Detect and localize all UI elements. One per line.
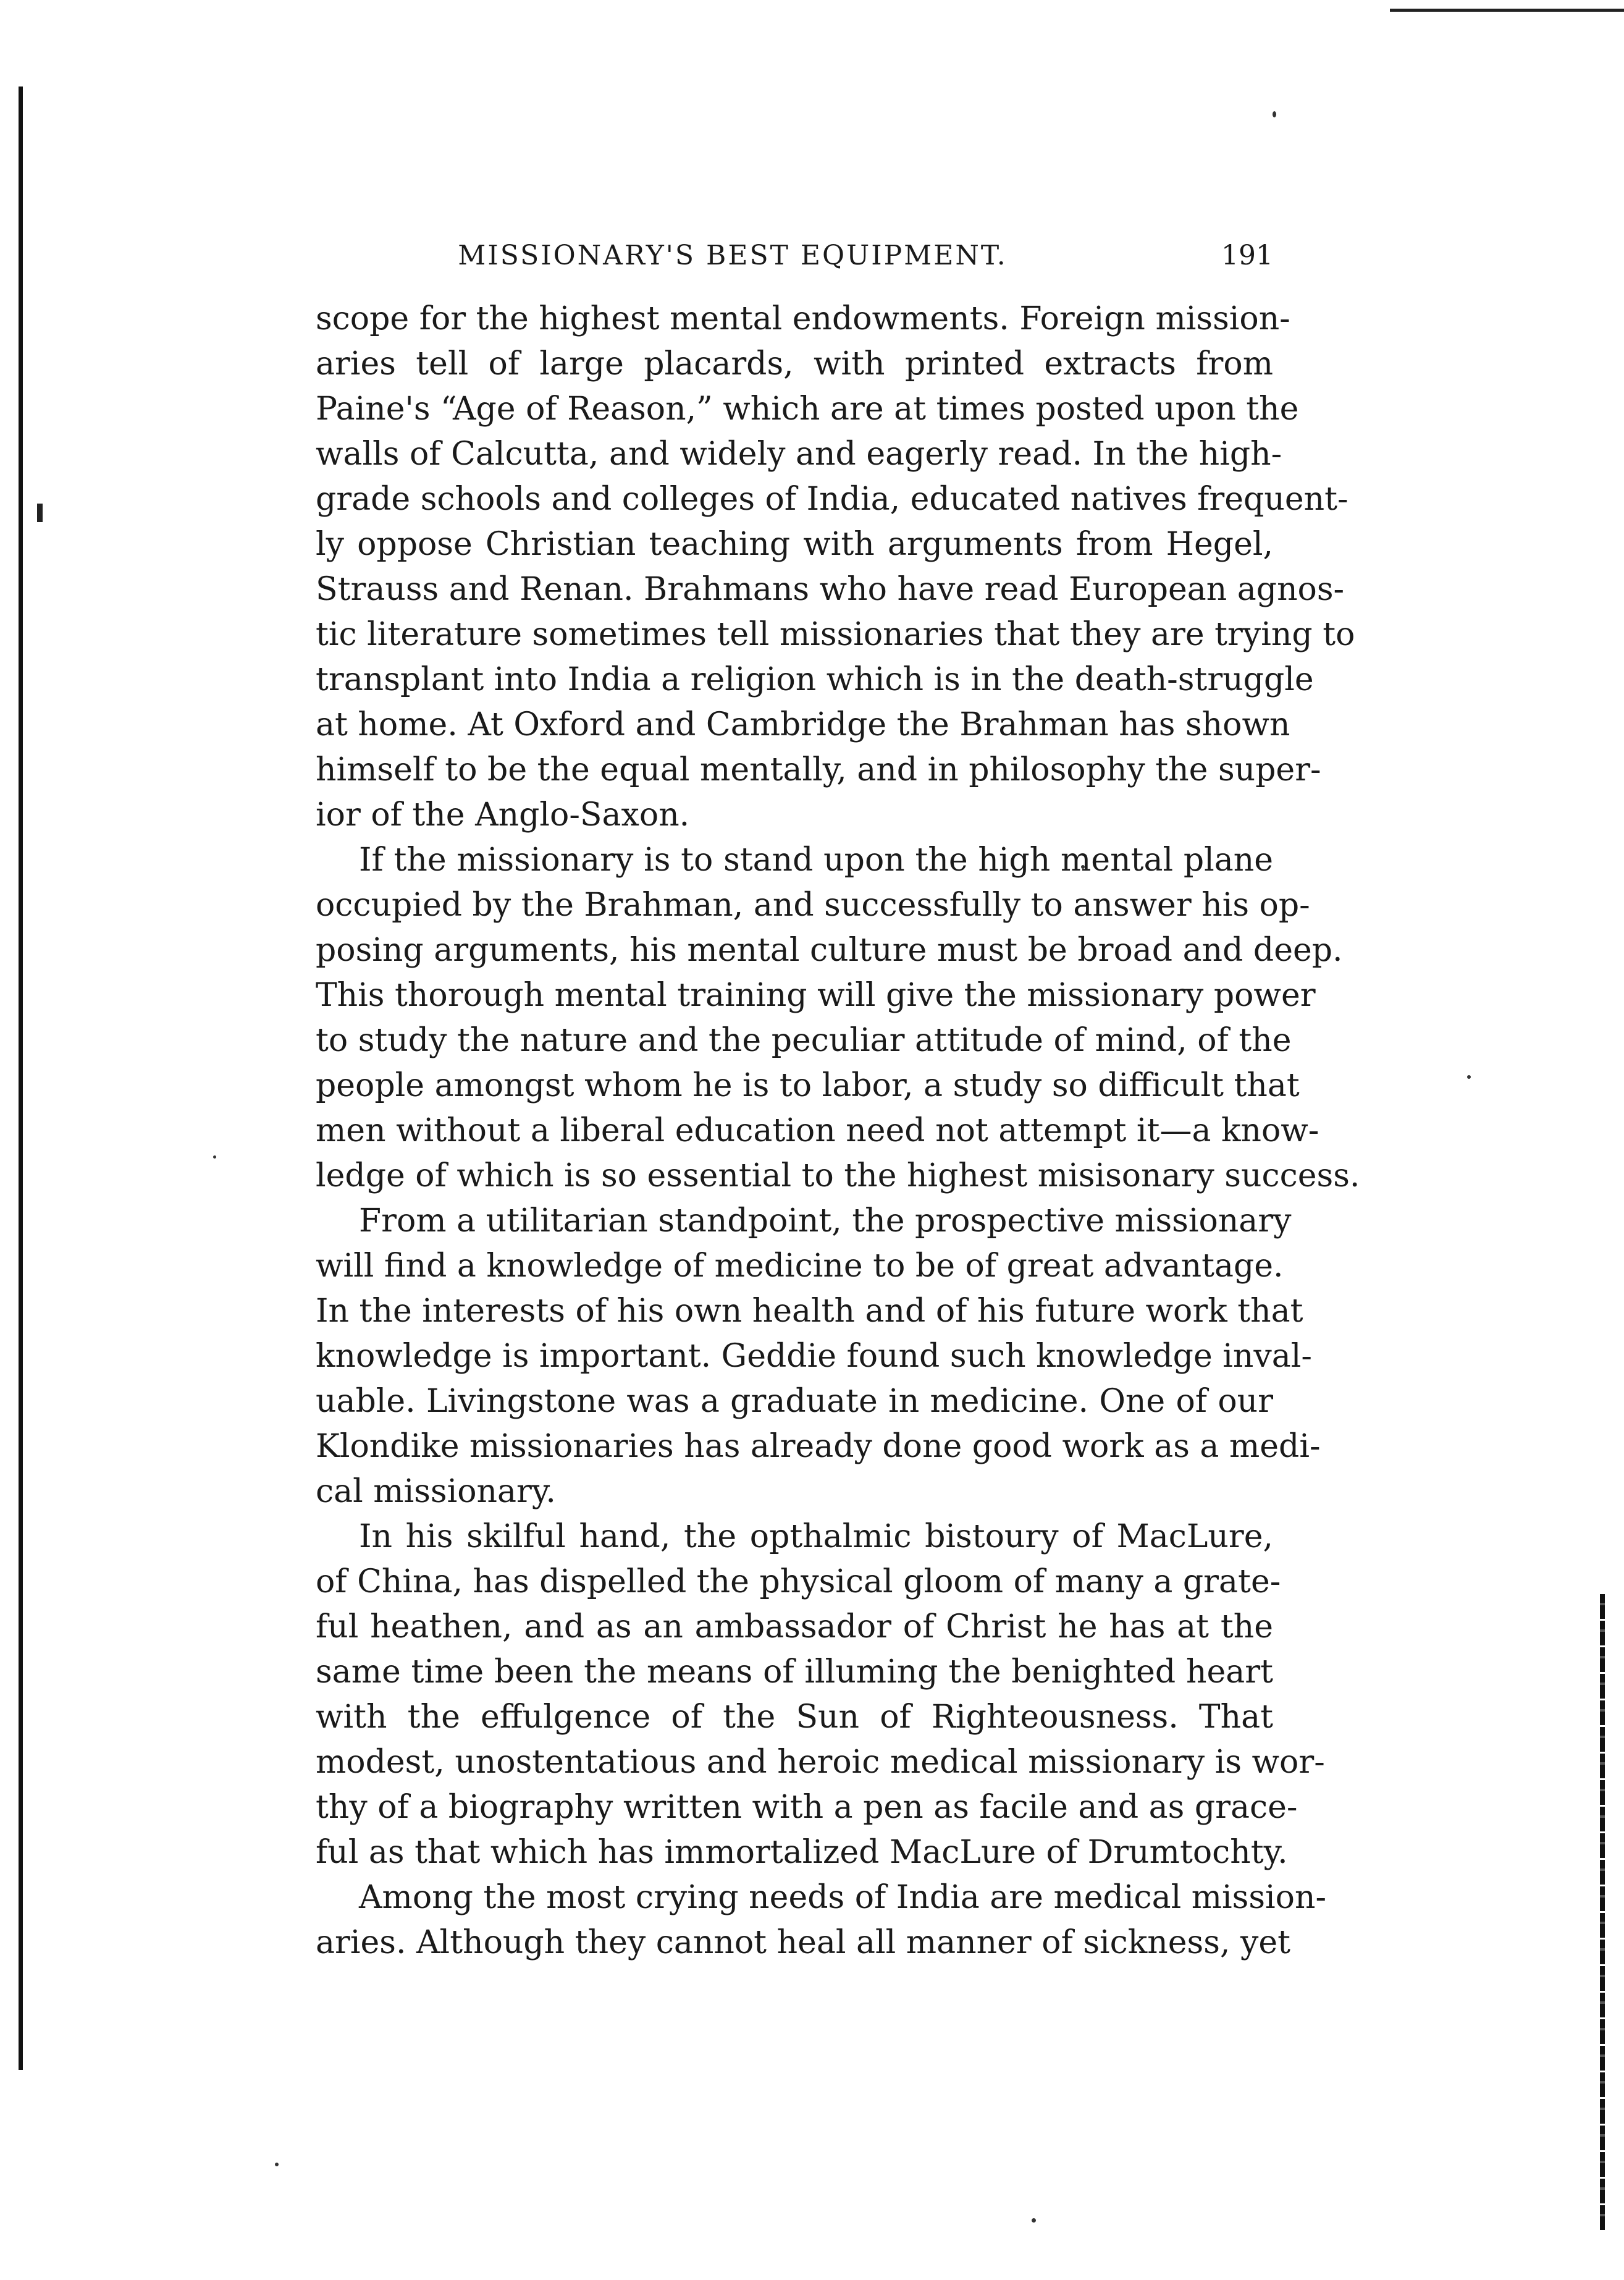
scan-speck — [275, 2163, 279, 2166]
scan-edge-shadow — [1600, 1594, 1605, 2231]
text-line: uable. Livingstone was a graduate in medicine. One of our — [316, 1383, 1273, 1420]
running-title: MISSIONARY'S BEST EQUIPMENT. — [458, 240, 1008, 271]
text-line: ful as that which has immortalized MacLure of Drumtochty. — [316, 1834, 1288, 1871]
scan-speck — [1467, 1075, 1471, 1079]
text-line: will find a knowledge of medicine to be of great advantage. — [316, 1248, 1284, 1285]
text-line: knowledge is important. Geddie found such knowledge inval- — [316, 1338, 1312, 1375]
text-line: to study the nature and the peculiar attitude of mind, of the — [316, 1022, 1292, 1059]
text-line: aries. Although they cannot heal all manner of sickness, yet — [316, 1924, 1291, 1961]
text-line: grade schools and colleges of India, educated natives frequent- — [316, 481, 1348, 518]
text-line: tic literature sometimes tell missionaries that they are trying to — [316, 616, 1355, 653]
text-line: cal missionary. — [316, 1473, 556, 1510]
text-line: transplant into India a religion which is in the death-struggle — [316, 661, 1314, 698]
text-line: In his skilful hand, the opthalmic bistoury of MacLure, — [359, 1518, 1273, 1555]
paragraph-2 — [316, 838, 1360, 1199]
scan-speck — [1273, 111, 1276, 117]
text-line: Strauss and Renan. Brahmans who have read European agnos- — [316, 571, 1345, 608]
text-line: with the effulgence of the Sun of Righteousness. That — [316, 1699, 1273, 1736]
text-line: himself to be the equal mentally, and in philosophy the super- — [316, 751, 1321, 788]
running-head — [316, 240, 1273, 283]
text-line: same time been the means of illuming the benighted heart — [316, 1653, 1273, 1691]
paragraph-3 — [316, 1199, 1321, 1514]
text-line: In the interests of his own health and of his future work that — [316, 1293, 1303, 1330]
scan-speck — [213, 1155, 216, 1159]
scan-gutter-shadow — [19, 87, 23, 2070]
text-line: scope for the highest mental endowments. Foreign mission- — [316, 300, 1290, 337]
paragraph-4 — [316, 1514, 1325, 1875]
scan-edge-line — [1390, 9, 1624, 12]
text-line: men without a liberal education need not attempt it—a know- — [316, 1112, 1319, 1149]
text-line: people amongst whom he is to labor, a study so difficult that — [316, 1067, 1300, 1104]
text-line: modest, unostentatious and heroic medical missionary is wor- — [316, 1744, 1325, 1781]
text-line: of China, has dispelled the physical gloom of many a grate- — [316, 1563, 1281, 1600]
text-line: If the missionary is to stand upon the high mental plane — [359, 842, 1273, 879]
paragraph-5 — [316, 1875, 1327, 1965]
text-line: ior of the Anglo-Saxon. — [316, 796, 690, 834]
text-line: ledge of which is so essential to the highest misisonary success. — [316, 1157, 1360, 1194]
scan-mark — [37, 504, 43, 522]
page-body — [316, 297, 1360, 1965]
text-line: From a utilitarian standpoint, the prospective missionary — [359, 1202, 1292, 1239]
paragraph-1 — [316, 297, 1355, 838]
text-line: posing arguments, his mental culture must be broad and deep. — [316, 932, 1343, 969]
text-line: This thorough mental training will give the missionary power — [316, 977, 1316, 1014]
text-line: Klondike missionaries has already done good work as a medi- — [316, 1428, 1321, 1465]
text-line: walls of Calcutta, and widely and eagerly read. In the high- — [316, 436, 1282, 473]
text-line: occupied by the Brahman, and successfully to answer his op- — [316, 887, 1310, 924]
text-line: ly oppose Christian teaching with arguments from Hegel, — [316, 526, 1273, 563]
page-number: 191 — [1221, 240, 1273, 271]
text-line: Among the most crying needs of India are medical mission- — [359, 1879, 1327, 1916]
text-line: Paine's “Age of Reason,” which are at times posted upon the — [316, 391, 1299, 428]
text-line: aries tell of large placards, with printed extracts from — [316, 345, 1273, 382]
text-line: ful heathen, and as an ambassador of Christ he has at the — [316, 1608, 1273, 1645]
text-line: thy of a biography written with a pen as facile and as grace- — [316, 1789, 1298, 1826]
text-line: at home. At Oxford and Cambridge the Brahman has shown — [316, 706, 1290, 743]
scan-speck — [1032, 2218, 1036, 2223]
